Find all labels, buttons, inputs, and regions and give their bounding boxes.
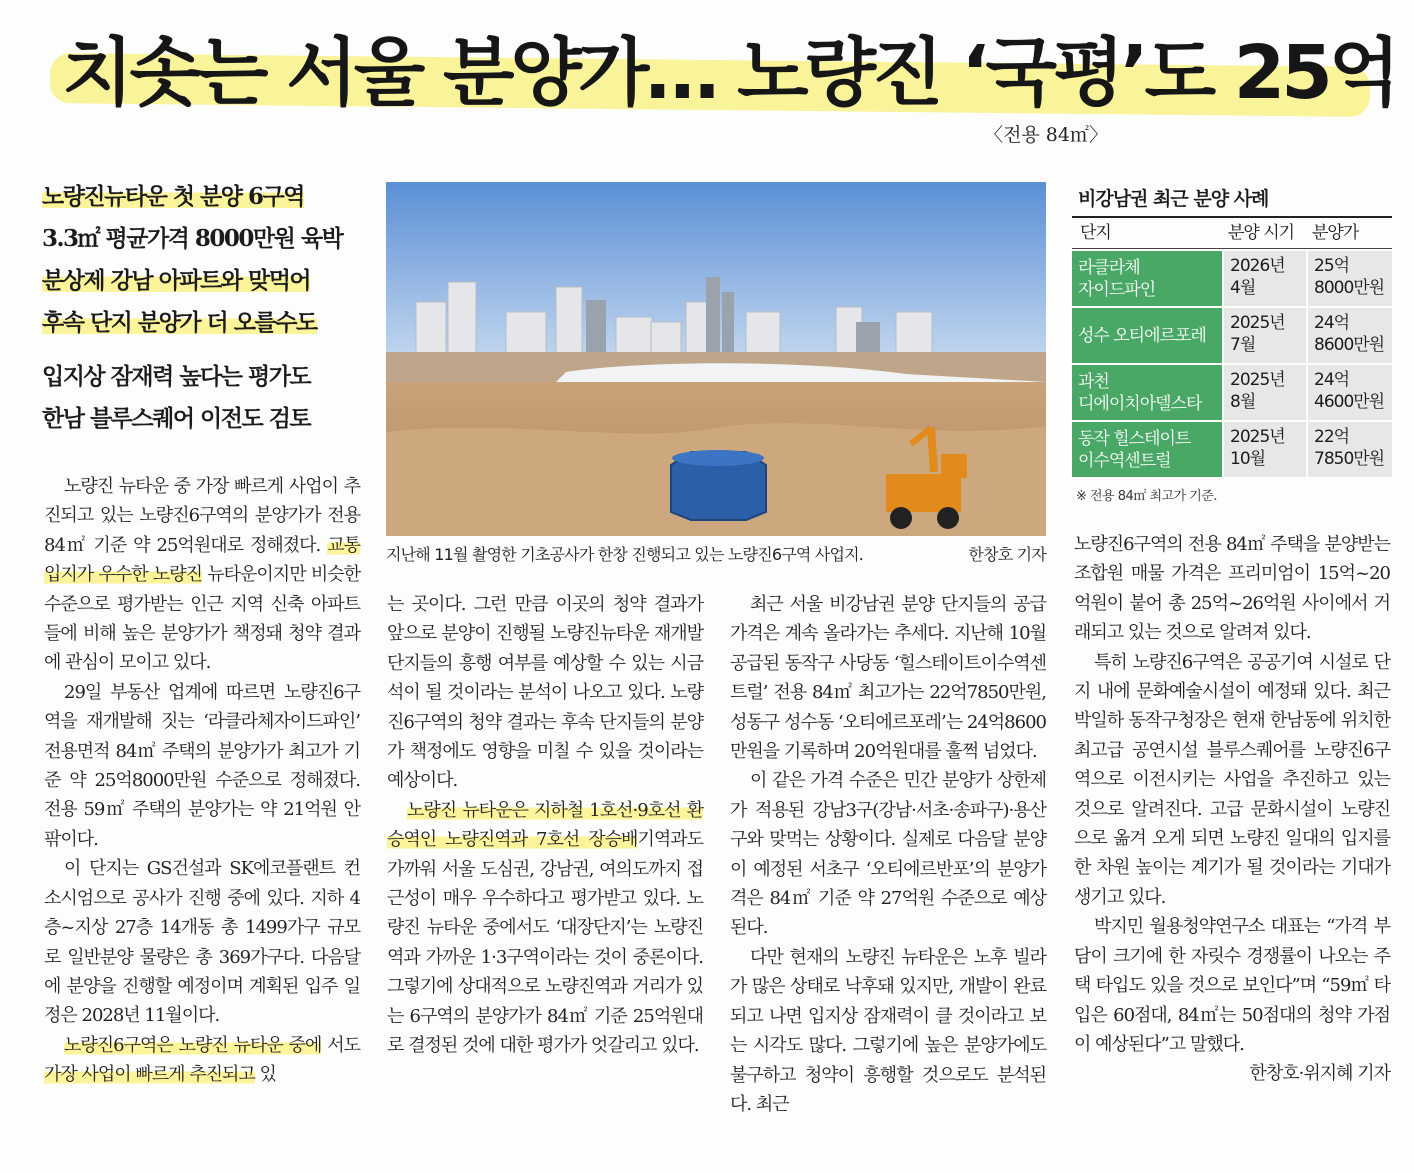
row-name-line1: 성수 오티에르포레 [1078,325,1206,346]
paragraph: 는 곳이다. 그런 만큼 이곳의 청약 결과가 앞으로 분양이 진행될 노량진뉴타운 재개발 단지들의 흥행 여부를 예상할 수 있는 시금석이 될 것이라는 분석이 나오고 있다. 노량진6구역의 청약 결과는 후속 단지들의 분양가 책정에도 영향을 미칠 수 있을 것이라는 예상이다. [387,594,703,792]
subhead-6: 한남 블루스퀘어 이전도 검토 [42,405,311,432]
table-footnote: ※ 전용 84㎡ 최고가 기준. [1076,489,1218,504]
paragraph: 이 단지는 GS건설과 SK에코플랜트 컨소시엄으로 공사가 진행 중에 있다. 지하 4층~지상 27층 14개동 총 1499가구 규모로 일반분양 물량은 총 369가구다. 다음달에 분양을 진행할 예정이며 계획된 입주 일정은 2028년 11월이다. [44,858,360,1027]
paragraph: 29일 부동산 업계에 따르면 노량진6구역을 재개발해 짓는 ‘라클라체자이드파인’ 전용면적 84㎡ 주택의 분양가가 최고가 기준 약 25억8000만원 수준으로 정해졌다. 전용 59㎡ 주택의 분양가는 약 21억원 안팎이다. [44,681,360,850]
paragraph: 노량진6구역의 전용 84㎡ 주택을 분양받는 조합원 매물 가격은 프리미엄이 15억~20억원이 붙어 총 25억~26억원 사이에서 거래되고 있는 것으로 알려져 있다. [1074,534,1390,644]
row-name-line1: 동작 힐스테이트 [1078,428,1191,449]
paragraph [387,796,703,1061]
highlighted-text: 가장 사업이 빠르게 추진되고 [44,1064,255,1086]
article-column-3 [730,590,1046,1119]
subhead-3: 분상제 강남 아파트와 맞먹어 [42,267,311,294]
row-date-year: 2026년 [1230,256,1285,276]
header-price: 분양가 [1312,223,1359,243]
photo-credit: 한창호 기자 [968,545,1046,564]
row-name-line2: 자이드파인 [1078,279,1156,300]
highlighted-text: 교통 입지가 우수한 노량진 [44,534,360,586]
paragraph: 다만 현재의 노량진 뉴타운은 노후 빌라가 많은 상태로 낙후돼 있지만, 개발이 완료되고 나면 입지상 잠재력이 클 것이라고 보는 시각도 많다. 그렇기에 높은 분양가에도 불구하고 청약이 흥행할 것으로도 분석된다. 최근 [730,946,1046,1115]
headline-title: 치솟는 서울 분양가… 노량진 ‘국평’도 25억 [62,30,1397,116]
paragraph [44,472,360,678]
byline: 한창호·위지혜 기자 [1249,1063,1390,1085]
table-row [1072,251,1392,306]
paragraph: 최근 서울 비강남권 분양 단지들의 공급가격은 계속 올라가는 추세다. 지난해 10월 공급된 동작구 사당동 ‘힐스테이트이수역센트럴’ 전용 84㎡ 최고가는 22억7850만원, 성동구 성수동 ‘오티에르포레’는 24억8600만원을 기록하며 20억원대를 훌쩍 넘었다. [730,594,1046,763]
row-price-main: 24억 [1314,313,1350,333]
blue-tarp-mound [671,450,766,520]
headline-note: 〈전용 84㎡〉 [984,124,1108,146]
construction-site-photo [386,182,1046,536]
photo-caption: 지난해 11월 촬영한 기초공사가 한창 진행되고 있는 노량진6구역 사업지. [386,545,864,564]
paragraph: 이 같은 가격 수준은 민간 분양가 상한제가 적용된 강남3구(강남·서초·송파구)·용산구와 맞먹는 상황이다. 실제로 다음달 분양이 예정된 서초구 ‘오티에르반포’의 분양가격은 84㎡ 기준 약 27억원 수준으로 예상된다. [730,770,1046,939]
subhead-4: 후속 단지 분양가 더 오를수도 [42,309,317,336]
row-price-main: 25억 [1314,256,1350,276]
article-column-4 [1074,530,1390,1089]
row-price-rest: 8600만원 [1314,335,1385,355]
paragraph: 특히 노량진6구역은 공공기여 시설로 단지 내에 문화예술시설이 예정돼 있다. 최근 박일하 동작구청장은 현재 한남동에 위치한 최고급 공연시설 블루스퀘어를 노량진6구역으로 이전시키는 사업을 추진하고 있는 것으로 알려진다. 고급 문화시설이 노량진으로 옮겨 오게 되면 노량진 일대의 입지를 한 차원 높이는 계기가 될 것이라는 기대가 생기고 있다. [1074,651,1390,908]
text-run: 뉴타운이지만 비슷한 수준으로 평가받는 인근 지역 신축 아파트들에 비해 높은 분양가가 책정돼 청약 결과에 관심이 모이고 있다. [44,564,360,674]
row-price-rest: 7850만원 [1314,449,1385,469]
table-row [1072,422,1392,477]
row-price-main: 24억 [1314,370,1350,390]
row-name-line1: 라클라체 [1078,257,1140,278]
highlighted-text: 노량진 뉴타운은 지하철 1호선·9호선 환승역인 노량진역과 7호선 장승배 [387,799,703,851]
row-name-line2: 디에이치아델스타 [1078,393,1202,414]
header-period: 분양 시기 [1228,223,1295,243]
article-column-2 [387,590,703,1061]
row-price-rest: 4600만원 [1314,392,1385,412]
subhead-5: 입지상 잠재력 높다는 평가도 [42,363,311,390]
photo-illustration [386,182,1046,536]
row-date-month: 10월 [1230,449,1266,469]
subheads [42,176,372,440]
subhead-2: 3.3㎡ 평균가격 8000만원 육박 [42,225,343,252]
table-row [1072,308,1392,363]
header-complex: 단지 [1080,223,1111,243]
table-header [1072,218,1392,249]
highlighted-text: 노량진6구역은 노량진 뉴타운 중에 [64,1034,322,1056]
row-date-month: 8월 [1230,392,1256,412]
text-run: 서도 [321,1034,360,1056]
paragraph [44,1031,360,1090]
table-row [1072,365,1392,420]
article-column-1 [44,472,360,1090]
photo-caption-row [386,542,1046,565]
row-date-month: 4월 [1230,278,1256,298]
row-date-year: 2025년 [1230,427,1285,447]
row-name-line1: 과천 [1078,371,1109,392]
text-run: 기역과도 가까워 서울 도심권, 강남권, 여의도까지 접근성이 매우 우수하다고 평가받고 있다. 노량진 뉴타운 중에서도 ‘대장단지’는 노량진역과 가까운 1·3구역이라는 것이 중론이다. 그렇기에 상대적으로 노량진역과 거리가 있는 6구역의 분양가가 84㎡ 기준 25억원대로 결정된 것에 대한 평가가 엇갈리고 있다. [387,829,703,1057]
row-date-month: 7월 [1230,335,1256,355]
text-run: 노량진 뉴타운 중 가장 빠르게 사업이 추진되고 있는 노량진6구역의 분양가가 전용 84㎡ 기준 약 25억원대로 정해졌다. [44,476,360,556]
row-price-rest: 8000만원 [1314,278,1385,298]
row-date-year: 2025년 [1230,313,1285,333]
headline-block [40,28,1397,118]
text-run: 있 [254,1064,276,1086]
subhead-1: 노량진뉴타운 첫 분양 6구역 [42,183,304,210]
row-date-year: 2025년 [1230,370,1285,390]
row-name-line2: 이수역센트럴 [1078,450,1171,471]
table-title: 비강남권 최근 분양 사례 [1072,182,1392,218]
row-price-main: 22억 [1314,427,1350,447]
sales-case-table [1072,182,1392,504]
paragraph: 박지민 월용청약연구소 대표는 “가격 부담이 크기에 한 자릿수 경쟁률이 나오는 주택 타입도 있을 것으로 보인다”며 “59㎡ 타입은 60점대, 84㎡는 50점대의 청약 가점이 예상된다”고 말했다. [1074,916,1390,1055]
